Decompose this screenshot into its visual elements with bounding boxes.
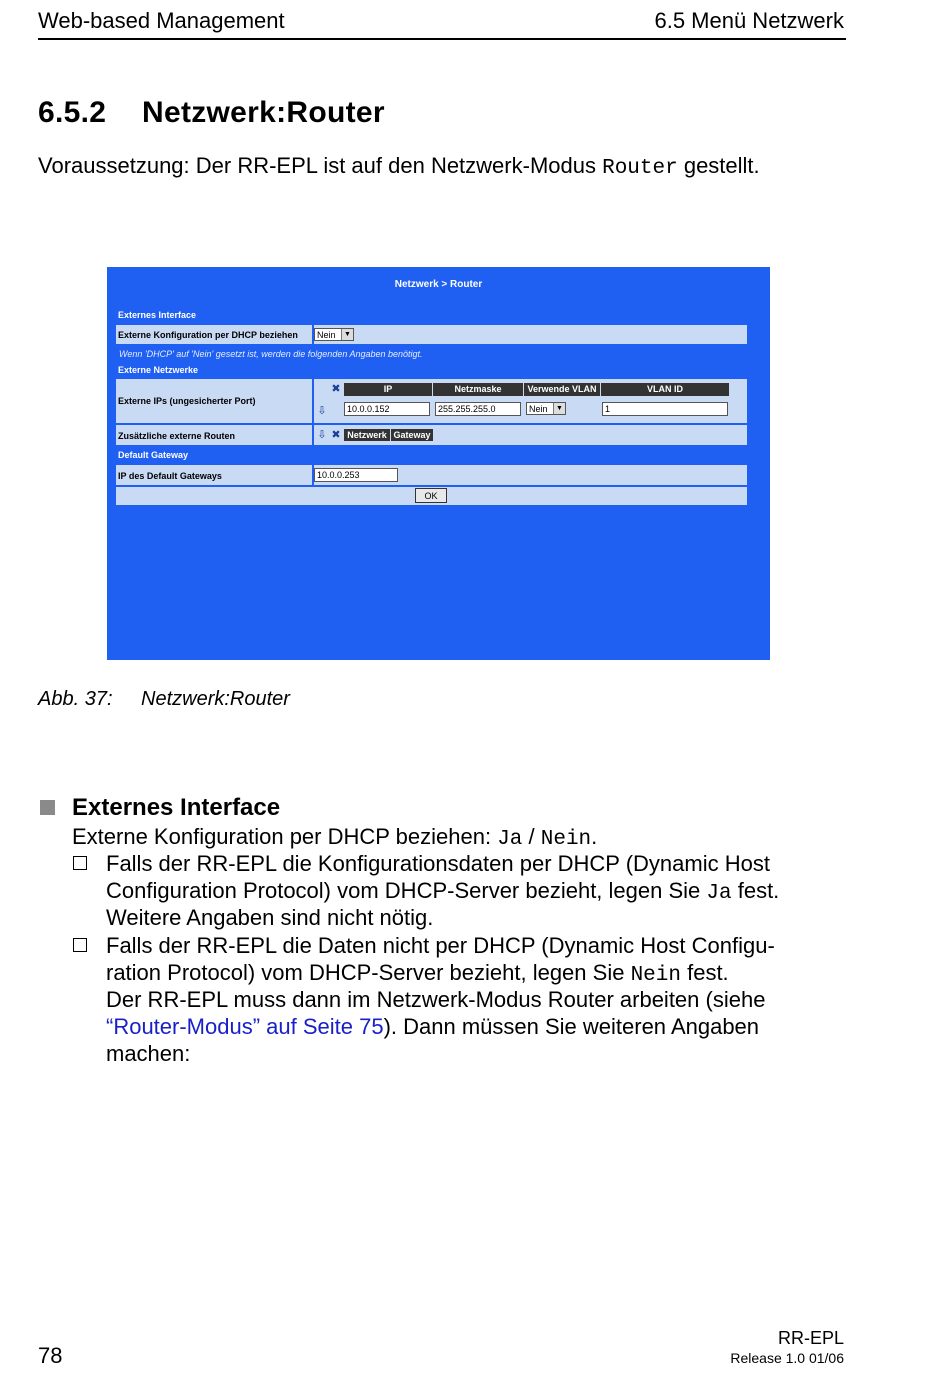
dhcp-options-line (72, 823, 597, 853)
intro-text-end: gestellt. (677, 153, 760, 178)
caption-number: Abb. 37: (38, 688, 113, 710)
section-title-text: Netzwerk:Router (142, 96, 385, 129)
page-number: 78 (38, 1343, 63, 1368)
checkbox-icon (73, 938, 87, 952)
item2-text-end: fest. (680, 960, 729, 985)
running-header-left: Web-based Management (38, 8, 285, 33)
options-end: . (591, 824, 598, 849)
header-rule (38, 38, 846, 40)
item1-line3: Weitere Angaben sind nicht nötig. (106, 905, 434, 930)
routes-col-network: Netzwerk (344, 429, 390, 441)
figure-title: Netzwerk > Router (394, 279, 483, 290)
bullet-heading: Externes Interface (72, 794, 281, 821)
item1-text: Configuration Protocol) vom DHCP-Server bezieht, legen Sie (106, 878, 707, 903)
router-screenshot (107, 267, 770, 660)
intro-text: Voraussetzung: Der RR-EPL ist auf den Netzwerk-Modus (38, 153, 603, 178)
routes-col-gateway: Gateway (391, 429, 433, 441)
dhcp-row (116, 325, 747, 344)
item1-text-end: fest. (731, 878, 780, 903)
item1-line2 (106, 877, 779, 907)
col-header-ip: IP (344, 383, 432, 396)
vlan-select[interactable] (526, 402, 566, 415)
item1-line1: Falls der RR-EPL die Konfigurationsdaten per DHCP (Dynamic Host (106, 851, 770, 876)
dhcp-select[interactable] (314, 328, 354, 341)
option-nein: Nein (540, 828, 592, 851)
ok-button[interactable]: OK (415, 488, 447, 503)
caption-text: Netzwerk:Router (141, 688, 290, 710)
column-divider (312, 379, 314, 423)
checkbox-icon (73, 856, 87, 870)
add-row-icon[interactable]: ⇩ (317, 405, 327, 417)
dhcp-select-value: Nein (317, 330, 336, 340)
bullet-square-icon (40, 800, 55, 815)
item2-code: Nein (630, 964, 681, 987)
external-ips-row (116, 379, 747, 423)
options-text: Externe Konfiguration per DHCP beziehen: (72, 824, 498, 849)
vlan-select-value: Nein (529, 404, 548, 414)
routes-row (116, 425, 747, 445)
option-separator: / (522, 824, 541, 849)
item2-line2 (106, 959, 729, 989)
gateway-label: IP des Default Gateways (118, 471, 222, 481)
section-title (38, 96, 385, 130)
option-ja: Ja (497, 828, 523, 851)
chevron-down-icon: ▼ (553, 403, 565, 414)
section-number: 6.5.2 (38, 96, 107, 129)
section-external-networks: Externe Netzwerke (118, 365, 199, 375)
running-header-right: 6.5 Menü Netzwerk (654, 8, 844, 33)
col-header-vlan-id: VLAN ID (601, 383, 729, 396)
vlan-id-input[interactable]: 1 (602, 402, 728, 416)
add-route-icon[interactable]: ⇩ (317, 429, 327, 441)
item2-line5: machen: (106, 1041, 191, 1066)
item1-code: Ja (706, 882, 732, 905)
item2-line4 (106, 1013, 759, 1040)
ip-input[interactable]: 10.0.0.152 (344, 402, 430, 416)
intro-code: Router (602, 157, 678, 180)
item2-text: ration Protocol) vom DHCP-Server bezieht, legen Sie (106, 960, 631, 985)
item2-text: ). Dann müssen Sie weiteren Angaben (383, 1014, 760, 1039)
figure-caption (38, 688, 290, 711)
column-divider (312, 425, 314, 445)
router-modus-link[interactable]: “Router-Modus” auf Seite 75 (106, 1014, 384, 1039)
section-default-gateway: Default Gateway (118, 450, 189, 460)
routes-label: Zusätzliche externe Routen (118, 431, 236, 441)
netmask-input[interactable]: 255.255.255.0 (435, 402, 521, 416)
dhcp-hint: Wenn 'DHCP' auf 'Nein' gesetzt ist, werden die folgenden Angaben benötigt. (119, 349, 423, 359)
gateway-row (116, 465, 747, 485)
chevron-down-icon: ▼ (341, 329, 353, 340)
intro-paragraph (38, 153, 760, 180)
item2-line1: Falls der RR-EPL die Daten nicht per DHCP (Dynamic Host Configu- (106, 933, 775, 958)
footer-product: RR-EPL (777, 1328, 844, 1348)
item2-line3: Der RR-EPL muss dann im Netzwerk-Modus Router arbeiten (siehe (106, 987, 766, 1012)
gateway-input[interactable]: 10.0.0.253 (314, 468, 398, 482)
external-ips-label: Externe IPs (ungesicherter Port) (118, 396, 256, 406)
delete-route-icon[interactable]: ✖ (331, 429, 341, 441)
col-header-netmask: Netzmaske (433, 383, 523, 396)
delete-icon[interactable]: ✖ (331, 383, 341, 395)
dhcp-label: Externe Konfiguration per DHCP beziehen (118, 330, 298, 340)
footer-release: Release 1.0 01/06 (730, 1350, 844, 1366)
section-external-interface: Externes Interface (118, 310, 197, 320)
col-header-vlan: Verwende VLAN (524, 383, 600, 396)
